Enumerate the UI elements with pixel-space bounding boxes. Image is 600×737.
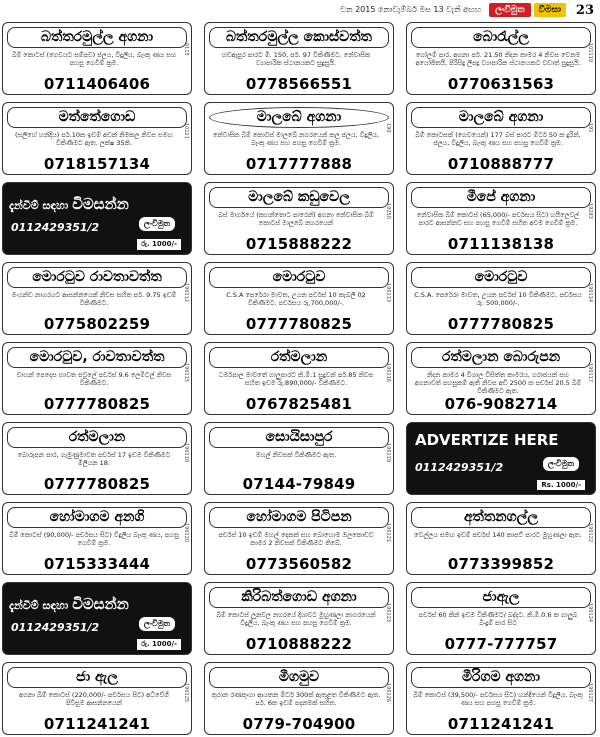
ad-body: මංගන්ඩ නාගරයට ආසන්නයෙන් නිවස සහිත පර්. 9.75 ඉඩම් විකිණීමට.	[11, 291, 177, 307]
ad-phone: 0777780825	[447, 315, 555, 333]
ad-title: ජාඇල	[411, 587, 591, 608]
ad-body: බිම් කොටස් (90,000/- පර්චසය සිට) විදුලිය බැංකු ණය, පහසු ගෙවීම් ක්‍රම.	[9, 531, 179, 547]
ad-code: 190	[385, 123, 391, 133]
ad-phone: 0773399852	[447, 555, 555, 573]
promo-phone: 0112429351/2	[11, 621, 100, 634]
ad-phone: 0777-777757	[444, 635, 558, 653]
ad-title: බත්තරමුල්ල අගනා	[7, 27, 187, 48]
classified-ad	[406, 182, 596, 255]
ad-code: 10121	[183, 123, 189, 139]
ad-body: නේවාසික බිම් කොටස් මාලබේ නගරයෙන් කල ජලය, විදුලිය, බැංකු ණය සහ පහසු ගෙවීම් ක්‍රම.	[212, 131, 380, 147]
ad-code: 19283	[587, 203, 593, 219]
ad-title: මොරටුව	[209, 267, 389, 288]
ad-body: වෙල්ලය සමඟ ඉඩම් පර්චස් 140 කාපට් පාරට මුහුණලා ඇත.	[414, 531, 582, 539]
ad-title: මීගමුව	[209, 667, 389, 688]
ad-code: 191	[587, 123, 593, 133]
ad-title: අත්තනගල්ල	[411, 507, 591, 528]
classified-ad	[406, 502, 596, 575]
classified-ad	[406, 262, 596, 335]
ad-title: මාලබේ අගනා	[411, 107, 591, 128]
ad-title: කිරිබත්ගොඩ අගනා	[209, 587, 389, 608]
ad-phone: 0775802259	[43, 315, 151, 333]
ad-title: බත්තරමුල්ල කොස්වත්ත	[209, 27, 389, 48]
classified-ad	[204, 342, 394, 415]
classified-ad	[204, 182, 394, 255]
ad-code: 19250	[385, 203, 391, 219]
ad-body: නේවාසික බිම් කොටස් (65,000/- පර්චසය සිට) හයිලෙවල් පාරට ආසන්නව සහ පහසු ගෙවීම් සහිත අවම ගෙවීම් ක්‍රම.	[416, 211, 580, 227]
classified-ad	[2, 22, 192, 95]
ad-phone: 0711241241	[447, 715, 555, 733]
ad-body: කුරාන රණකුංගා ආයතන මීටර් 300ක් ඇතුළත විකිණීමට ඇත. පර්. 6ක ඉඩම් පදනමක් සහිත.	[211, 691, 381, 707]
ad-phone: 0777780825	[43, 395, 151, 413]
page-number: 23	[575, 2, 594, 18]
ad-title: මාලබේ අගනා	[209, 107, 389, 128]
classified-ad	[2, 502, 192, 575]
promo-title	[9, 195, 129, 213]
advertize-phone: 0112429351/2	[415, 461, 504, 474]
ad-code: 190127	[587, 683, 593, 703]
classified-ad	[2, 662, 192, 735]
classified-ad	[2, 422, 192, 495]
ad-body: පර්චස් 60 කින් ඉඩම විකිණීමට/ බද්දට. කි.මී.0.6 ක ගාලුබ බිංදුම් පාර සිට	[418, 611, 578, 627]
ad-phone: 0711406406	[43, 75, 151, 93]
ad-phone: 0711241241	[43, 715, 151, 733]
promo-title-part: දැන්වීම් සඳහා	[9, 199, 69, 212]
ad-title: මීරිගම අගනා	[411, 667, 591, 688]
ad-body: බස් මාර්ගයේ (කහන්තොට පාරෙන්) අගනා නේවාසික බිම් කොටස් මාලබේ නගරයෙන්	[218, 211, 374, 227]
ad-code: 190122	[587, 523, 593, 543]
classified-ad	[204, 22, 394, 95]
ad-code: 101119	[587, 43, 593, 63]
classified-ad	[204, 422, 394, 495]
classified-ad	[2, 102, 192, 175]
classified-ad	[2, 342, 192, 415]
promo-title	[9, 595, 129, 613]
advertise-with-us-box	[2, 182, 192, 255]
promo-title-part: විමසන්න	[72, 595, 129, 613]
classified-ad	[204, 662, 394, 735]
ad-body: C.S.A පෙරේරා මාවත, උයන පර්චස් 10 කැබලි 02 විකිණීමට. පර්චසය රු.700,000/-.	[226, 291, 366, 307]
ad-phone: 0778566551	[245, 75, 353, 93]
ad-code: 0115	[183, 43, 189, 56]
ad-title: ජා ඇල	[7, 667, 187, 688]
promo-price: රු. 1000/-	[137, 239, 181, 250]
ad-title: රත්මලාන බොරුපන	[411, 347, 591, 368]
ad-body: වාහන් පෙදෙස භාවත පවුලේ පර්චස් 9.6 ලෙමිටල් නිවස විකිණීමට.	[16, 371, 172, 387]
ad-phone: 0777780825	[245, 315, 353, 333]
classified-ad	[406, 662, 596, 735]
ad-phone: 0710888222	[245, 635, 353, 653]
ad-title: මාලබේ කඩුවෙල	[209, 187, 389, 208]
advertise-with-us-box	[2, 582, 192, 655]
ad-body: බොරුපන පාර, ගැමුණුමාවත පර්චස් 17 ඉඩම විකිණීමට මිලියන 18.	[17, 451, 171, 467]
ad-title: මීපේ අගනා	[411, 187, 591, 208]
ad-phone: 0770631563	[447, 75, 555, 93]
classified-ad	[204, 262, 394, 335]
ad-code: 190117	[587, 363, 593, 383]
ad-body: බිම් කොටස් (39,500/- පර්චසය සිට) හන්දියෙන් විදුලිය, බැංකු ණය සහ පහසු ගෙවීම් ක්‍රම.	[413, 691, 583, 707]
promo-price: රු. 1000/-	[137, 639, 181, 650]
ad-phone: 0711138138	[447, 235, 555, 253]
classified-ad	[406, 582, 596, 655]
promo-title-part: විමසන්න	[72, 195, 129, 213]
promo-logo: ලංවිමුත	[139, 217, 175, 231]
section-logo: වීමසා	[534, 3, 566, 17]
ad-phone: 0718157134	[43, 155, 151, 173]
ad-code: 190112	[183, 283, 189, 303]
paper-logo: ලංවිමුත	[489, 3, 530, 17]
ad-body: ගෝලම් පාර, අගනා පර්. 21.50 නිදන කාමර 4 නිවස වෙනම අයෝජිතයි, පිරිසිදු ලිපදු ව්‍යාපාරික ස්ථානයකට වඩාත් සුදුසුයි.	[415, 51, 581, 67]
ad-code: 190121	[385, 523, 391, 543]
ad-phone: 076-9082714	[444, 395, 558, 413]
header-date: වන 2015 නොවැම්බර් මස 13 වැනි අඟහ	[340, 5, 482, 14]
ad-body: බිම් කොටස් (ගෙවයට සම්පව) ජලය, විදුලිය, බැංකු ණය සහ පහසු ගෙවීම් ක්‍රම.	[11, 51, 177, 67]
ad-title: මොරටුව	[411, 267, 591, 288]
ad-title: සොයිසාපුර	[209, 427, 389, 448]
advertize-here-box	[406, 422, 596, 495]
ad-title: හෝමාගම අනගි	[7, 507, 187, 528]
classified-ad	[204, 582, 394, 655]
ad-code: 190118	[183, 443, 189, 463]
classified-ad	[406, 22, 596, 95]
ad-body: ධර්මපාල මාවතේ ගාලුපාරට කි.මී.1 සුදුවන් පර්.85 නිවස සහිත ඉඩම රු.890,000/- විකිණීමට.	[218, 371, 374, 387]
ad-code: 190120	[183, 523, 189, 543]
page-header	[0, 0, 600, 20]
classified-ad	[204, 102, 394, 175]
ad-phone: 07144-79849	[242, 475, 356, 493]
ad-code: 190124	[587, 603, 593, 623]
ad-body: බිම් කොටස් ලූනවල නගරයේ දිශාවට මුහුණලා නාගරයෙන් විදුලිය, බැංකු ණය සහ පහසු ගෙවීම් ක්‍රම.	[216, 611, 376, 627]
ad-body: බිම් කොටසක් (ගෙවයෙන්) 177 බස් පාරට මීටර් 50 ක දුරින්, ජලය, විදුලිය, බැංකු ණය සහ පහසු ගෙවීම් ක්‍රම.	[415, 131, 581, 147]
ad-code: 190115	[183, 363, 189, 383]
ad-body: පර්චස් 10 ඉඩම් මහල් දෙකක් සහ බොහොම ඔලකොඩව කාමර 2 නිවසක් විකිණීමට තිබේ.	[218, 531, 374, 547]
ad-title: හෝමාගම පිටිපන	[209, 507, 389, 528]
ad-phone: 0777780825	[43, 475, 151, 493]
ad-body: අගනා බිම් කොටස් (220,000/- පර්චසය සිට) අධිවේගී පිවිසුම ආසන්නයෙන්	[19, 691, 169, 707]
classified-ad	[406, 342, 596, 415]
ad-phone: 0773560582	[245, 555, 353, 573]
ad-body: C.S.A. පෙරේරා මාවත, උයන පර්චස් 10 විකිණීමට. පර්චසය රු. 500,000/-.	[414, 291, 582, 307]
classified-ad	[2, 262, 192, 335]
ad-code: 190125	[183, 683, 189, 703]
ad-body: මහල් නිවසක් විකිණීමට ඇත.	[255, 451, 337, 459]
ad-body: නිදන කාමර 4 විශාල විසිත්ත කාමරය, ගරාජයක් සහ අගනාවත් පහසුකම් ඇති නිවස අඩි 2500 ක පර්චස් 20.5 බිම් විකිණීමට ඇත.	[414, 371, 582, 395]
classified-ad	[204, 502, 394, 575]
ad-code: 190114	[587, 283, 593, 303]
promo-logo: ලංවිමුත	[139, 617, 175, 631]
ad-title: රත්මලාන	[7, 427, 187, 448]
ad-phone: 0717777888	[245, 155, 353, 173]
ad-code: 190123	[385, 603, 391, 623]
advertize-logo: ලංවිමුත	[543, 457, 579, 471]
ad-phone: 0767825481	[245, 395, 353, 413]
ad-code: 190119	[385, 443, 391, 463]
ad-body: (සලිහේ හන්දිය) පර්.10ක ඉඩම් අඩක් නිමකල නිවස සමඟ විකිණීමට ඇත. ලක්ෂ 35කි.	[15, 131, 173, 147]
ad-title: බොරැල්ල	[411, 27, 591, 48]
ad-title: මොරටුව රාවතාවත්ත	[7, 267, 187, 288]
ad-phone: 0710888777	[447, 155, 555, 173]
ad-code: 190116	[385, 363, 391, 383]
ad-phone: 0779-704900	[242, 715, 356, 733]
ad-body: හඩඇපුර පාරට මී. 150, පර්. 97 විකිණීමට. නේවාසික ව්‍යාපාරික ස්ථානයකට සුදුසුයි.	[221, 51, 371, 67]
ad-title: මොරටුව, රාවතාවත්ත	[7, 347, 187, 368]
advertize-title: ADVERTIZE HERE	[415, 431, 559, 449]
ad-phone: 0715333444	[43, 555, 151, 573]
classified-ad	[406, 102, 596, 175]
ad-code: 190126	[385, 683, 391, 703]
advertize-price: Rs. 1000/-	[537, 480, 585, 490]
ad-phone: 0715888222	[245, 235, 353, 253]
ad-title: රත්මලාන	[209, 347, 389, 368]
promo-title-part: දැන්වීම් සඳහා	[9, 599, 69, 612]
promo-phone: 0112429351/2	[11, 221, 100, 234]
ad-title: මත්තේගොඩ	[7, 107, 187, 128]
ad-code: 190113	[385, 283, 391, 303]
